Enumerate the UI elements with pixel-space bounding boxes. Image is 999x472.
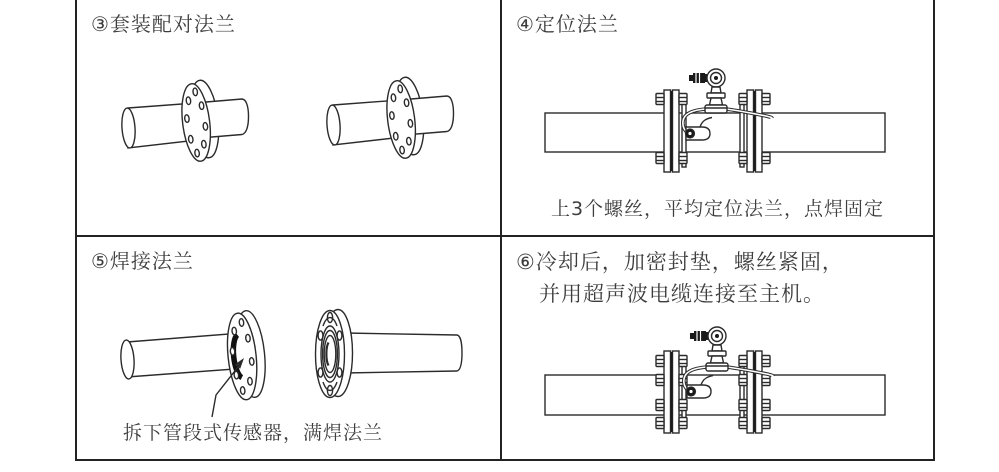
panel-step4-title: ④定位法兰 <box>516 12 619 36</box>
flange-front-view-on-pipe <box>316 310 463 398</box>
panel-step3-title: ③套装配对法兰 <box>91 12 236 36</box>
panel-step5-caption: 拆下管段式传感器，满焊法兰 <box>123 422 384 444</box>
panel-step5-weld-flanges <box>77 237 502 459</box>
pipe <box>545 375 885 415</box>
installation-instruction-sheet <box>75 0 935 461</box>
panel-step4-caption: 上3个螺丝，平均定位法兰，点焊固定 <box>550 198 885 220</box>
panel-step6-title-line2: 并用超声波电缆连接至主机。 <box>539 282 825 306</box>
flange-assembly-bolted-illustration <box>502 237 933 457</box>
panel-step6-title-line1: ⑥冷却后，加密封垫，螺丝紧固， <box>516 250 844 274</box>
panel-step3-fit-mating-flanges <box>77 0 502 237</box>
pipe <box>545 113 885 152</box>
pipes-with-loose-flanges-illustration <box>77 0 500 235</box>
panel-step4-position-flanges <box>502 0 933 237</box>
pipe-with-welded-flange <box>120 309 269 417</box>
panel-step6-final-assembly <box>502 237 933 459</box>
panel-step5-title: ⑤焊接法兰 <box>91 249 194 273</box>
